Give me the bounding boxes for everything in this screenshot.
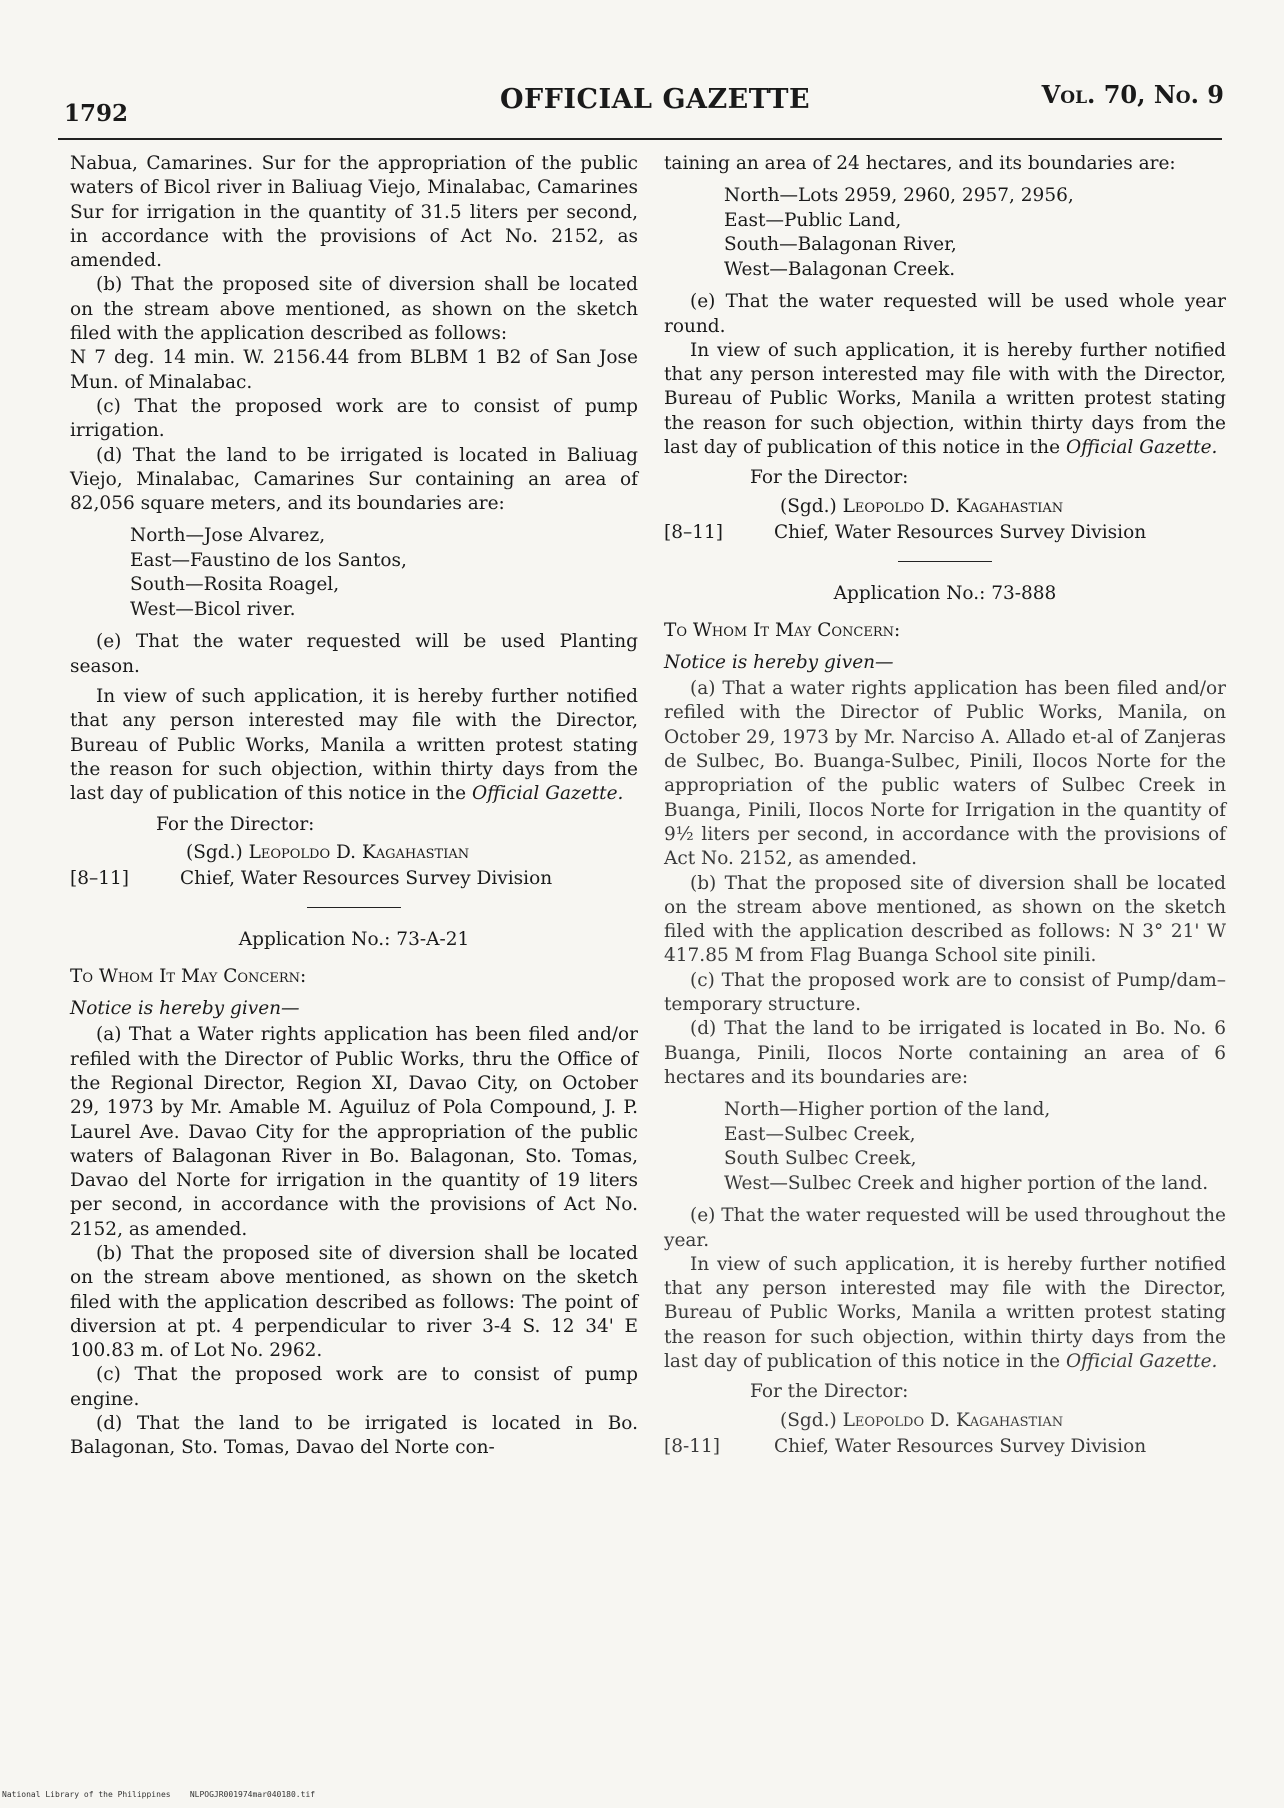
salutation: To Whom It May Concern: [70,965,307,987]
signature-name-line [186,841,638,865]
signature-title-line [664,1435,1226,1459]
boundary-item: South—Rosita Roagel, [130,574,340,596]
gazette-name: Official Gazette. [1065,437,1218,459]
paragraph-text: In view of such application, it is hereby further notified that any person interested may file with the Director, Bureau of Public Works, Manila a written protest stating the reason for such objection, within thirty days from the last day of publication of this notice in the [664,1253,1226,1372]
paragraph-text: In view of such application, it is hereby further notified that any person interested may file with with the Director, Bureau of Public Works, Manila a written protest stating the reason for such objection, within thirty days from the last day of publication of this notice in the [664,339,1226,459]
notice-line: Notice is hereby given— [664,651,894,673]
paragraph [664,339,1226,460]
boundary-item: East—Faustino de los Santos, [130,549,407,571]
footer-file: NLPOGJR001974mar040180.tif [189,1790,316,1799]
signature-block [664,495,1226,546]
footer-source: National Library of the Philippines [2,1790,171,1799]
paragraph: (c) That the proposed work are to consist of pump irrigation. [70,395,638,442]
scan-footer [2,1790,315,1799]
paragraph [664,1253,1226,1374]
paragraph: (b) That the proposed site of diversion shall be located on the stream above mentioned, as shown on the sketch filed with the application described as follows: N 3° 21' W 417.85 M from Flag Buanga School site pinili. [664,872,1226,967]
paragraph: (a) That a water rights application has been filed and/or refiled with the Director of Public Works, Manila, on October 29, 1973 by Mr. Narciso A. Allado et-al of Zanjeras de Sulbec, Bo. Buanga-Sulbec, Pinili, Ilocos Norte for the appropriation of the public waters of Sulbec Creek in Buanga, Pinili, Ilocos Norte for Irrigation in the quantity of 9½ liters per second, in accordance with the provisions of Act No. 2152, as amended. [664,678,1226,870]
signer-name: Leopoldo D. Kagahastian [842,1409,1064,1431]
for-director: For the Director: [156,813,315,835]
boundary-item: North—Higher portion of the land, [724,1099,1051,1121]
signer-name: Leopoldo D. Kagahastian [842,495,1064,517]
boundary-item: North—Lots 2959, 2960, 2957, 2956, [724,185,1074,207]
for-director: For the Director: [750,1381,909,1403]
signature-title-line [664,521,1226,545]
application-number: Application No.: 73-888 [833,583,1057,605]
paragraph: (a) That a Water rights application has been filed and/or refiled with the Director of Public Works, thru the Office of the Regional Director, Region XI, Davao City, on October 29, 1973 by Mr. Amable M. Aguiluz of Pola Compound, J. P. Laurel Ave. Davao City for the appropriation of the public waters of Balagonan River in Bo. Balagonan, Sto. Tomas, Davao del Norte for irrigation in the quantity of 19 liters per second, in accordance with the provisions of Act No. 2152, as amended. [70,1024,638,1240]
paragraph: (d) That the land to be irrigated is located in Baliuag Viejo, Minalabac, Camarines Sur containing an area of 82,056 square meters, and its boundaries are: [70,444,638,515]
reference-number: [8-11] [664,1435,720,1457]
paragraph: (e) That the water requested will be used whole year round. [664,291,1226,337]
right-column [664,152,1226,1459]
paragraph: N 7 deg. 14 min. W. 2156.44 from BLBM 1 B2 of San Jose Mun. of Minalabac. [70,347,638,393]
boundary-item: West—Sulbec Creek and higher portion of the land. [724,1172,1209,1194]
signature-title-line [70,867,638,891]
left-column [70,152,638,1461]
separator-rule [898,561,992,562]
sgd-label: (Sgd.) [186,841,243,863]
paragraph: (e) That the water requested will be used throughout the year. [664,1205,1226,1251]
paragraph: (c) That the proposed work are to consist of pump engine. [70,1364,638,1410]
paragraph: taining an area of 24 hectares, and its boundaries are: [664,153,1176,174]
paragraph: (d) That the land to be irrigated is located in Bo. No. 6 Buanga, Pinili, Ilocos Norte containing an area of 6 hectares and its boundaries are: [664,1018,1226,1088]
volume-number: Vol. 70, No. 9 [1041,80,1224,109]
page-header [60,70,1224,130]
paragraph: (d) That the land to be irrigated is located in Bo. Balagonan, Sto. Tomas, Davao del Norte con- [70,1413,638,1459]
boundary-list [724,1098,1226,1196]
sgd-label: (Sgd.) [780,1409,837,1431]
signature-name-line [780,1409,1226,1433]
gazette-name: Official Gazette. [1065,1350,1218,1372]
signer-name: Leopoldo D. Kagahastian [248,841,470,863]
notice-line: Notice is hereby given— [70,998,300,1020]
signer-title: Chief, Water Resources Survey Division [774,1435,1147,1457]
paragraph: (b) That the proposed site of diversion shall be located on the stream above mentioned, as shown on the sketch filed with the application described as follows: The point of diversion at pt. 4 perpendicular to river 3-4 S. 12 34' E 100.83 m. of Lot No. 2962. [70,1242,638,1362]
signature-block [664,1409,1226,1460]
boundary-item: East—Sulbec Creek, [724,1123,916,1145]
paragraph: Nabua, Camarines. Sur for the appropriation of the public waters of Bicol river in Baliuag Viejo, Minalabac, Camarines Sur for irrigation in the quantity of 31.5 liters per second, in accordance with the provisions of Act No. 2152, as amended. [70,153,638,272]
publication-title: OFFICIAL GAZETTE [500,84,811,115]
boundary-item: West—Balagonan Creek. [724,258,956,280]
reference-number: [8–11] [70,868,129,890]
paragraph-text: In view of such application, it is hereby further notified that any person interested may file with the Director, Bureau of Public Works, Manila a written protest stating the reason for such objection, within thirty days from the last day of publication of this notice in the [70,686,638,805]
boundary-list [724,184,1226,282]
separator-rule [307,907,401,908]
faded-notice-body [664,677,1226,1459]
signature-block [70,841,638,892]
sgd-label: (Sgd.) [780,495,837,517]
signer-title: Chief, Water Resources Survey Division [180,868,553,890]
application-number: Application No.: 73-A-21 [238,929,470,951]
paragraph: (b) That the proposed site of diversion shall be located on the stream above mentioned, as shown on the sketch filed with the application described as follows: [70,274,638,345]
boundary-list [130,524,638,622]
reference-number: [8–11] [664,521,723,543]
boundary-item: West—Bicol river. [130,598,296,620]
salutation: To Whom It May Concern: [664,619,901,641]
paragraph: (e) That the water requested will be used Planting season. [70,631,638,677]
boundary-item: South—Balagonan River, [724,234,957,256]
header-rule [58,138,1222,140]
gazette-name: Official Gazette. [471,783,624,805]
signer-title: Chief, Water Resources Survey Division [774,521,1147,543]
page-number: 1792 [64,100,129,127]
signature-name-line [780,495,1226,519]
for-director: For the Director: [750,467,909,489]
paragraph: (c) That the proposed work are to consist of Pump/dam–temporary structure. [664,969,1226,1016]
boundary-item: South Sulbec Creek, [724,1148,917,1170]
paragraph [70,685,638,806]
boundary-item: East—Public Land, [724,209,902,231]
boundary-item: North—Jose Alvarez, [130,525,326,547]
